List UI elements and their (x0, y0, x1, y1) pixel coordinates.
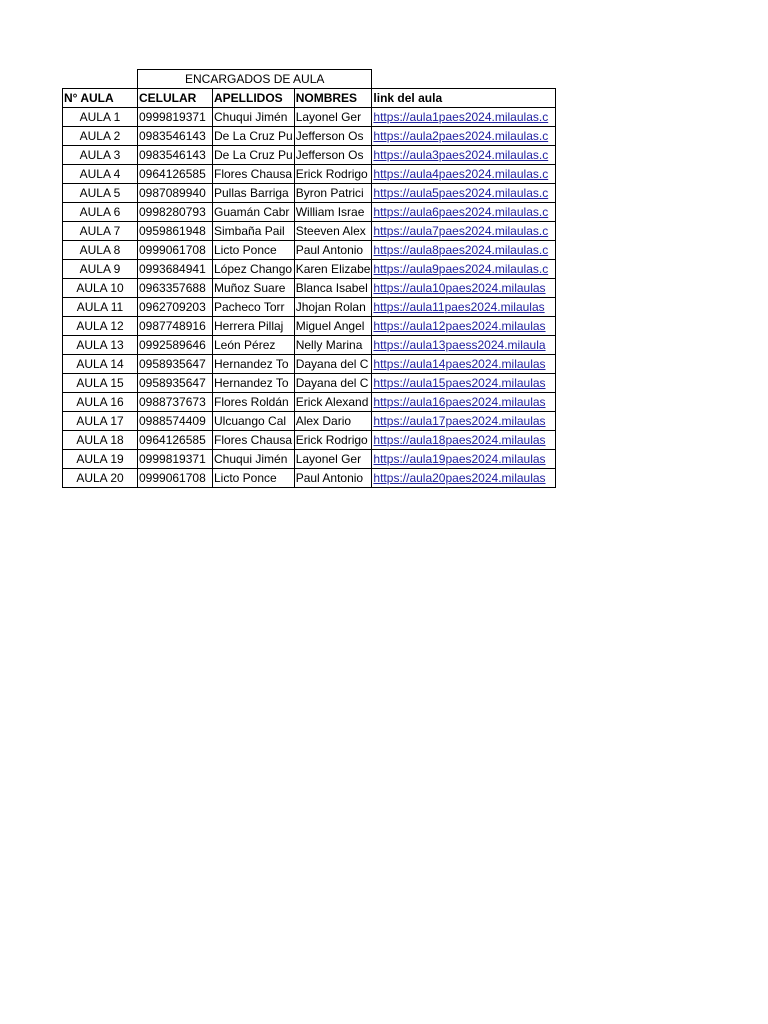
aula-cell: AULA 14 (63, 355, 138, 374)
nombres-cell: Jefferson Os (294, 127, 372, 146)
celular-cell: 0999061708 (138, 241, 213, 260)
table-row (63, 298, 556, 317)
apellidos-cell: Licto Ponce (213, 469, 295, 488)
nombres-cell: Layonel Ger (294, 450, 372, 469)
table-row (63, 146, 556, 165)
column-header-apellidos: APELLIDOS (213, 89, 295, 108)
apellidos-cell: De La Cruz Pu (213, 146, 295, 165)
group-header-row (63, 70, 556, 89)
celular-cell: 0988574409 (138, 412, 213, 431)
nombres-cell: Erick Rodrigo (294, 431, 372, 450)
aula-cell: AULA 15 (63, 374, 138, 393)
nombres-cell: William Israe (294, 203, 372, 222)
nombres-cell: Miguel Angel (294, 317, 372, 336)
celular-cell: 0964126585 (138, 431, 213, 450)
aula-link[interactable]: https://aula20paes2024.milaulas (372, 469, 556, 488)
table-row (63, 222, 556, 241)
column-header-nombres: NOMBRES (294, 89, 372, 108)
nombres-cell: Byron Patrici (294, 184, 372, 203)
celular-cell: 0987748916 (138, 317, 213, 336)
table-row (63, 241, 556, 260)
apellidos-cell: Flores Roldán (213, 393, 295, 412)
aula-cell: AULA 2 (63, 127, 138, 146)
nombres-cell: Dayana del C (294, 355, 372, 374)
celular-cell: 0962709203 (138, 298, 213, 317)
aula-link[interactable]: https://aula18paes2024.milaulas (372, 431, 556, 450)
column-header-aula: N° AULA (63, 89, 138, 108)
celular-cell: 0958935647 (138, 355, 213, 374)
celular-cell: 0958935647 (138, 374, 213, 393)
table-body (63, 108, 556, 488)
nombres-cell: Steeven Alex (294, 222, 372, 241)
nombres-cell: Nelly Marina (294, 336, 372, 355)
nombres-cell: Jhojan Rolan (294, 298, 372, 317)
nombres-cell: Karen Elizabe (294, 260, 372, 279)
table-row (63, 450, 556, 469)
nombres-cell: Blanca Isabel (294, 279, 372, 298)
table-row (63, 469, 556, 488)
apellidos-cell: León Pérez (213, 336, 295, 355)
apellidos-cell: Guamán Cabr (213, 203, 295, 222)
apellidos-cell: Chuqui Jimén (213, 450, 295, 469)
apellidos-cell: López Chango (213, 260, 295, 279)
table-row (63, 317, 556, 336)
table-row (63, 336, 556, 355)
column-header-link: link del aula (372, 89, 556, 108)
aula-cell: AULA 17 (63, 412, 138, 431)
aula-link[interactable]: https://aula12paes2024.milaulas (372, 317, 556, 336)
aula-link[interactable]: https://aula8paes2024.milaulas.c (372, 241, 556, 260)
nombres-cell: Paul Antonio (294, 469, 372, 488)
aula-cell: AULA 19 (63, 450, 138, 469)
apellidos-cell: Herrera Pillaj (213, 317, 295, 336)
celular-cell: 0999061708 (138, 469, 213, 488)
celular-cell: 0983546143 (138, 146, 213, 165)
encargados-table (62, 69, 556, 488)
celular-cell: 0999819371 (138, 108, 213, 127)
celular-cell: 0999819371 (138, 450, 213, 469)
apellidos-cell: De La Cruz Pu (213, 127, 295, 146)
table-row (63, 203, 556, 222)
apellidos-cell: Licto Ponce (213, 241, 295, 260)
celular-cell: 0988737673 (138, 393, 213, 412)
aula-cell: AULA 7 (63, 222, 138, 241)
celular-cell: 0983546143 (138, 127, 213, 146)
nombres-cell: Erick Rodrigo (294, 165, 372, 184)
aula-cell: AULA 6 (63, 203, 138, 222)
aula-cell: AULA 11 (63, 298, 138, 317)
table-row (63, 127, 556, 146)
table-row (63, 393, 556, 412)
aula-link[interactable]: https://aula16paes2024.milaulas (372, 393, 556, 412)
table-row (63, 184, 556, 203)
aula-link[interactable]: https://aula6paes2024.milaulas.c (372, 203, 556, 222)
aula-cell: AULA 9 (63, 260, 138, 279)
celular-cell: 0959861948 (138, 222, 213, 241)
table-row (63, 374, 556, 393)
aula-link[interactable]: https://aula2paes2024.milaulas.c (372, 127, 556, 146)
aula-cell: AULA 10 (63, 279, 138, 298)
aula-link[interactable]: https://aula17paes2024.milaulas (372, 412, 556, 431)
celular-cell: 0998280793 (138, 203, 213, 222)
table-row (63, 108, 556, 127)
table-row (63, 165, 556, 184)
aula-link[interactable]: https://aula14paes2024.milaulas (372, 355, 556, 374)
aula-link[interactable]: https://aula15paes2024.milaulas (372, 374, 556, 393)
apellidos-cell: Flores Chausa (213, 165, 295, 184)
aula-cell: AULA 8 (63, 241, 138, 260)
aula-cell: AULA 12 (63, 317, 138, 336)
group-header-encargados: ENCARGADOS DE AULA (138, 70, 372, 89)
apellidos-cell: Hernandez To (213, 374, 295, 393)
aula-link[interactable]: https://aula10paes2024.milaulas (372, 279, 556, 298)
column-header-celular: CELULAR (138, 89, 213, 108)
aula-cell: AULA 13 (63, 336, 138, 355)
nombres-cell: Dayana del C (294, 374, 372, 393)
apellidos-cell: Flores Chausa (213, 431, 295, 450)
blank-cell (63, 70, 138, 89)
apellidos-cell: Pacheco Torr (213, 298, 295, 317)
aula-link[interactable]: https://aula5paes2024.milaulas.c (372, 184, 556, 203)
celular-cell: 0963357688 (138, 279, 213, 298)
aula-link[interactable]: https://aula7paes2024.milaulas.c (372, 222, 556, 241)
aula-cell: AULA 4 (63, 165, 138, 184)
aula-cell: AULA 5 (63, 184, 138, 203)
table-row (63, 431, 556, 450)
aula-cell: AULA 18 (63, 431, 138, 450)
nombres-cell: Alex Dario (294, 412, 372, 431)
nombres-cell: Paul Antonio (294, 241, 372, 260)
aula-cell: AULA 16 (63, 393, 138, 412)
aula-cell: AULA 3 (63, 146, 138, 165)
nombres-cell: Layonel Ger (294, 108, 372, 127)
table-row (63, 412, 556, 431)
celular-cell: 0992589646 (138, 336, 213, 355)
apellidos-cell: Hernandez To (213, 355, 295, 374)
apellidos-cell: Muñoz Suare (213, 279, 295, 298)
spreadsheet (62, 69, 556, 488)
celular-cell: 0987089940 (138, 184, 213, 203)
column-header-row (63, 89, 556, 108)
aula-link[interactable]: https://aula9paes2024.milaulas.c (372, 260, 556, 279)
aula-cell: AULA 20 (63, 469, 138, 488)
blank-cell (372, 70, 556, 89)
celular-cell: 0964126585 (138, 165, 213, 184)
aula-link[interactable]: https://aula1paes2024.milaulas.c (372, 108, 556, 127)
aula-link[interactable]: https://aula13paess2024.milaula (372, 336, 556, 355)
celular-cell: 0993684941 (138, 260, 213, 279)
aula-cell: AULA 1 (63, 108, 138, 127)
nombres-cell: Jefferson Os (294, 146, 372, 165)
nombres-cell: Erick Alexand (294, 393, 372, 412)
aula-link[interactable]: https://aula4paes2024.milaulas.c (372, 165, 556, 184)
table-row (63, 279, 556, 298)
apellidos-cell: Pullas Barriga (213, 184, 295, 203)
apellidos-cell: Simbaña Pail (213, 222, 295, 241)
apellidos-cell: Ulcuango Cal (213, 412, 295, 431)
aula-link[interactable]: https://aula3paes2024.milaulas.c (372, 146, 556, 165)
aula-link[interactable]: https://aula11paes2024.milaulas (372, 298, 556, 317)
apellidos-cell: Chuqui Jimén (213, 108, 295, 127)
table-row (63, 260, 556, 279)
aula-link[interactable]: https://aula19paes2024.milaulas (372, 450, 556, 469)
table-row (63, 355, 556, 374)
